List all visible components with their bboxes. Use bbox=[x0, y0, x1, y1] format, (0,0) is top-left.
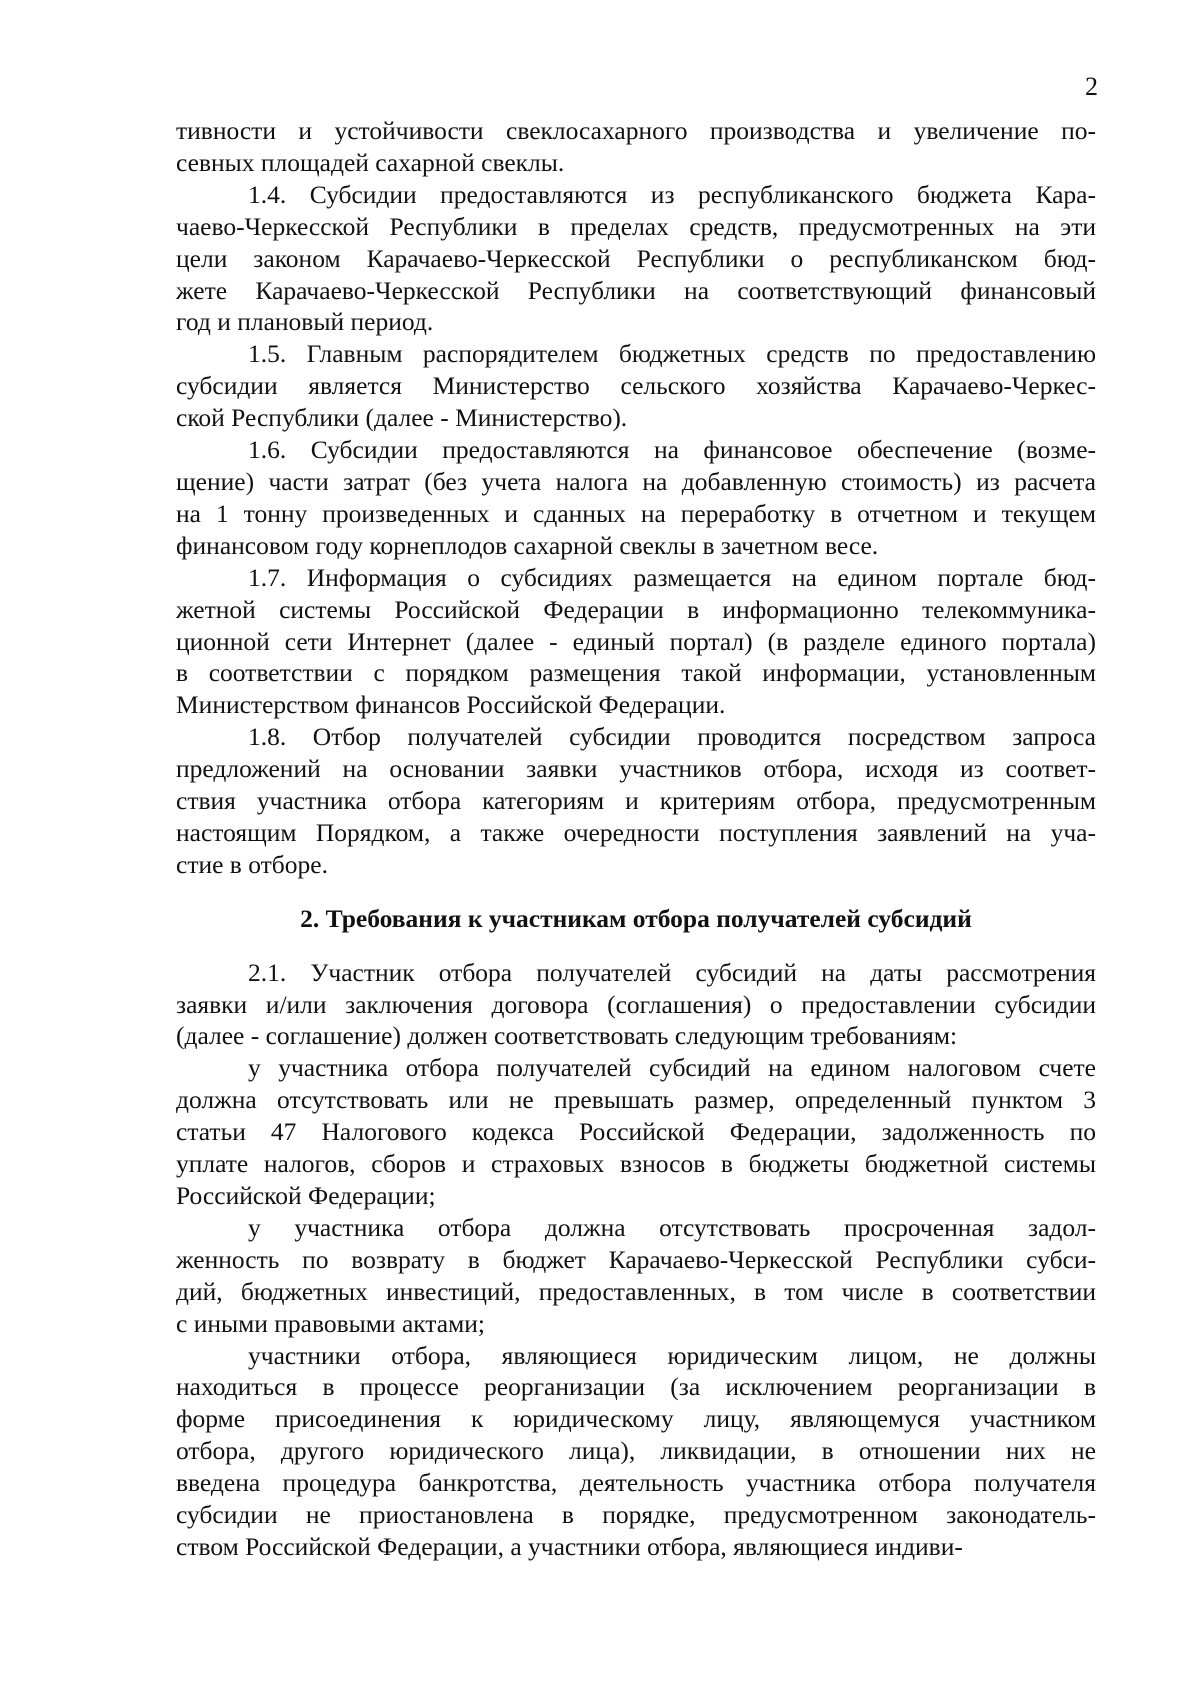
text-line: форме присоединения к юридическому лицу, являющемуся участником bbox=[176, 1404, 1096, 1434]
text-line: у участника отбора получателей субсидий на едином налоговом счете bbox=[248, 1053, 1096, 1083]
text-line: женность по возврату в бюджет Карачаево-Черкесской Республики субси- bbox=[176, 1244, 1096, 1274]
text-line: участники отбора, являющиеся юридическим лицом, не должны bbox=[248, 1340, 1096, 1370]
paragraph bbox=[176, 1052, 1096, 1212]
text-line: на 1 тонну произведенных и сданных на переработку в отчетном и текущем bbox=[176, 498, 1096, 528]
text-line: ством Российской Федерации, а участники отбора, являющиеся индиви- bbox=[176, 1531, 963, 1561]
text-line: чаево-Черкесской Республики в пределах средств, предусмотренных на эти bbox=[176, 211, 1096, 241]
text-line: настоящим Порядком, а также очередности поступления заявлений на уча- bbox=[176, 817, 1096, 847]
paragraph bbox=[176, 179, 1096, 339]
intro-paragraphs bbox=[176, 115, 1096, 881]
text-line: цели законом Карачаево-Черкесской Республики о республиканском бюд- bbox=[176, 243, 1096, 273]
text-line: дий, бюджетных инвестиций, предоставленных, в том числе в соответствии bbox=[176, 1276, 1096, 1306]
paragraph bbox=[176, 338, 1096, 434]
page-number: 2 bbox=[1085, 72, 1098, 101]
text-line: введена процедура банкротства, деятельность участника отбора получателя bbox=[176, 1468, 1096, 1498]
text-line: Министерством финансов Российской Федерации. bbox=[176, 690, 726, 720]
text-line: заявки и/или заключения договора (соглашения) о предоставлении субсидии bbox=[176, 989, 1096, 1019]
text-line: субсидии не приостановлена в порядке, предусмотренном законодатель- bbox=[176, 1500, 1096, 1530]
paragraph bbox=[176, 115, 1096, 179]
text-line: 1.6. Субсидии предоставляются на финансовое обеспечение (возме- bbox=[248, 435, 1096, 465]
paragraph bbox=[176, 562, 1096, 722]
text-line: ционной сети Интернет (далее - единый портал) (в разделе единого портала) bbox=[176, 626, 1096, 656]
text-line: субсидии является Министерство сельского хозяйства Карачаево-Черкес- bbox=[176, 371, 1096, 401]
text-line: тивности и устойчивости свеклосахарного производства и увеличение по- bbox=[176, 116, 1096, 145]
text-line: жете Карачаево-Черкесской Республики на соответствующий финансовый bbox=[176, 275, 1096, 305]
text-line: с иными правовыми актами; bbox=[176, 1308, 485, 1338]
text-line: жетной системы Российской Федерации в информационно телекоммуника- bbox=[176, 594, 1096, 624]
text-line: у участника отбора должна отсутствовать просроченная задол- bbox=[248, 1212, 1096, 1242]
text-line: находиться в процессе реорганизации (за исключением реорганизации в bbox=[176, 1372, 1096, 1402]
text-line: финансовом году корнеплодов сахарной свеклы в зачетном весе. bbox=[176, 530, 879, 560]
text-line: Российской Федерации; bbox=[176, 1181, 436, 1210]
text-line: (далее - соглашение) должен соответствовать следующим требованиям: bbox=[176, 1021, 958, 1051]
text-line: стие в отборе. bbox=[176, 849, 328, 879]
text-line: 2.1. Участник отбора получателей субсидий на даты рассмотрения bbox=[248, 957, 1096, 987]
text-line: должна отсутствовать или не превышать размер, определенный пунктом 3 bbox=[176, 1085, 1096, 1115]
text-line: уплате налогов, сборов и страховых взносов в бюджеты бюджетной системы bbox=[176, 1149, 1096, 1179]
paragraph bbox=[176, 1212, 1096, 1340]
text-line: ствия участника отбора категориям и критериям отбора, предусмотренным bbox=[176, 786, 1096, 816]
text-line: ской Республики (далее - Министерство). bbox=[176, 403, 628, 433]
text-line: отбора, другого юридического лица), ликвидации, в отношении них не bbox=[176, 1436, 1096, 1466]
text-line: севных площадей сахарной свеклы. bbox=[176, 147, 565, 177]
text-line: 1.4. Субсидии предоставляются из республиканского бюджета Кара- bbox=[248, 179, 1096, 209]
text-line: 1.5. Главным распорядителем бюджетных средств по предоставлению bbox=[248, 339, 1096, 369]
document-body bbox=[176, 115, 1096, 1563]
paragraph bbox=[176, 434, 1096, 562]
text-line: год и плановый период. bbox=[176, 307, 434, 337]
text-line: предложений на основании заявки участников отбора, исходя из соответ- bbox=[176, 754, 1096, 784]
text-line: 1.7. Информация о субсидиях размещается на едином портале бюд- bbox=[248, 562, 1096, 592]
paragraph bbox=[176, 1340, 1096, 1563]
text-line: статьи 47 Налогового кодекса Российской Федерации, задолженность по bbox=[176, 1117, 1096, 1147]
paragraph bbox=[176, 957, 1096, 1053]
text-line: щение) части затрат (без учета налога на добавленную стоимость) из расчета bbox=[176, 466, 1096, 496]
text-line: в соответствии с порядком размещения такой информации, установленным bbox=[176, 658, 1096, 688]
section-2-paragraphs bbox=[176, 957, 1096, 1563]
paragraph bbox=[176, 721, 1096, 881]
section-heading: 2. Требования к участникам отбора получателей субсидий bbox=[300, 903, 972, 933]
text-line: 1.8. Отбор получателей субсидии проводится посредством запроса bbox=[248, 722, 1096, 752]
